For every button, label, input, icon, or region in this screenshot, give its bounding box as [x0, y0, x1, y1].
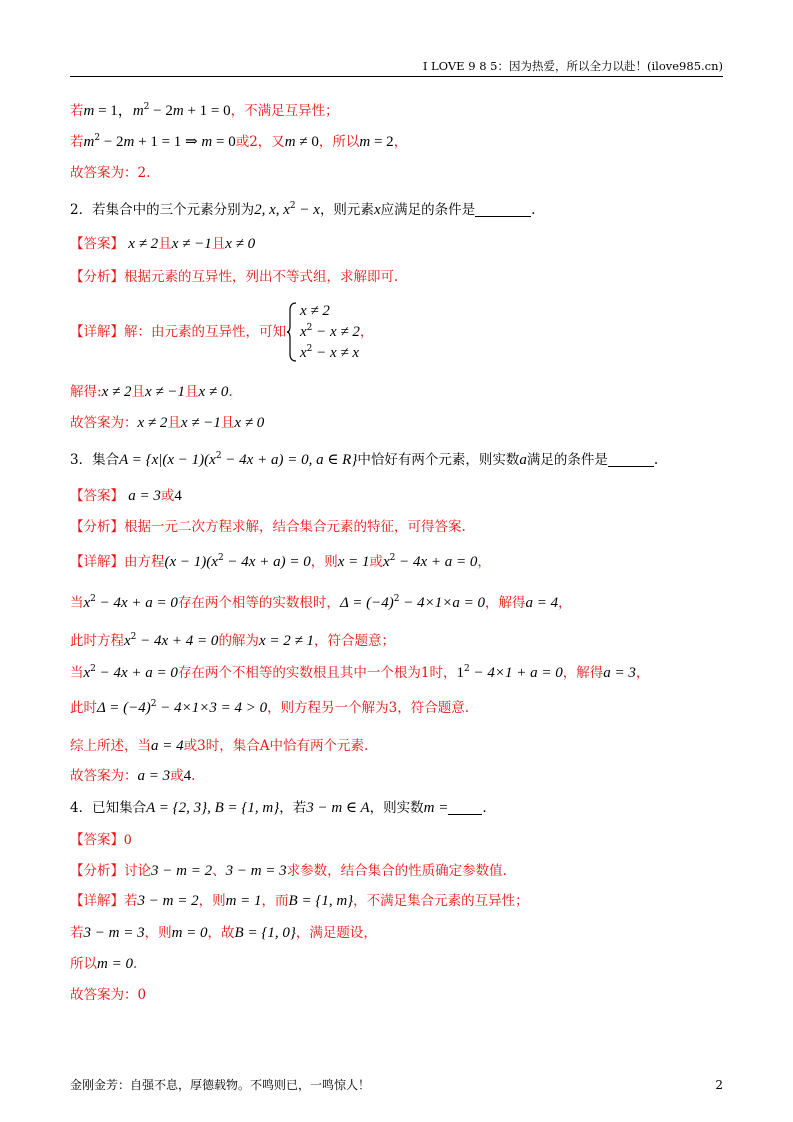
- q3-detail: 【详解】由方程$(x - 1)(x^2 - 4x + a) = 0$，则x = 1或$x^2 - 4x + a = 0$，: [70, 553, 491, 570]
- q4-analysis: 【分析】讨论3 − m = 2、3 − m = 3求参数，结合集合的性质确定参数值.: [70, 863, 507, 879]
- q4-line-2: 所以m = 0.: [70, 956, 138, 972]
- page-header: [70, 58, 723, 77]
- equation-system: [286, 302, 396, 362]
- q3-line-1: 当$x^2 - 4x + a = 0$存在两个相等的实数根时，$\Delta = (-4)^2 - 4\times 1\times a = 0$，解得a = 4，: [70, 594, 572, 611]
- footer-motto: 金刚金芳：自强不息，厚德载物。不鸣则已，一鸣惊人！: [70, 1078, 371, 1092]
- system-row-1: x ≠ 2: [300, 303, 330, 319]
- q3-line-2: 此时方程$x^2 - 4x + 4 = 0$的解为x = 2 ≠ 1，符合题意；: [70, 632, 395, 649]
- prev-line-2: 若$m^2 - 2m + 1 = 1$ ⇒ m = 0或2，又m ≠ 0，所以m = 2，: [70, 133, 408, 150]
- answer-blank: [448, 800, 482, 815]
- q4-line-1: 若3 − m = 3，则m = 0，故B = {1, 0}，满足题设，: [70, 925, 377, 941]
- system-row-2: $x^2 - x \ne 2$，: [300, 323, 374, 340]
- q4-answer: 【答案】0: [70, 832, 132, 848]
- q3-stem: 3．集合$A = \{x|(x - 1)(x^2 - 4x + a) = 0$, a ∈ R}中恰好有两个元素，则实数a满足的条件是 .: [70, 451, 659, 468]
- left-brace-icon: [286, 302, 298, 362]
- q3-final: 故答案为：a = 3或4.: [70, 768, 196, 784]
- q3-answer: 【答案】 a = 3或4: [70, 488, 182, 504]
- q2-analysis: 【分析】根据元素的互异性，列出不等式组，求解即可.: [70, 269, 399, 285]
- page-number: 2: [715, 1078, 723, 1092]
- q2-solution: 解得:x ≠ 2且x ≠ −1且x ≠ 0.: [70, 384, 233, 400]
- system-row-3: $x^2 - x \ne x$: [300, 344, 360, 361]
- answer-blank: [475, 202, 531, 217]
- q3-analysis: 【分析】根据一元二次方程求解，结合集合元素的特征，可得答案.: [70, 519, 466, 535]
- prev-line-1: 若m = 1，$m^2 - 2m + 1 = 0$，不满足互异性；: [70, 102, 339, 119]
- q3-line-4: 此时$\Delta = (-4)^2 - 4\times 1\times 3 = 4 > 0$，则方程另一个解为3，符合题意.: [70, 699, 470, 716]
- q3-line-5: 综上所述，当a = 4或3时，集合A中恰有两个元素.: [70, 738, 369, 754]
- q2-detail: 【详解】解：由元素的互异性，可知 x ≠ 2 $x^2 - x \ne 2$， $x^2 - x \ne x$: [70, 302, 733, 366]
- page-footer: [70, 1076, 723, 1094]
- q2-stem: 2．若集合中的三个元素分别为2, x, $x^2 - x$，则元素x应满足的条件是 .: [70, 201, 536, 218]
- q3-line-3: 当$x^2 - 4x + a = 0$存在两个不相等的实数根且其中一个根为1时，$1^2 - 4\times 1 + a = 0$，解得a = 3，: [70, 664, 650, 681]
- prev-line-3: 故答案为：2.: [70, 165, 151, 181]
- answer-blank: [608, 452, 654, 467]
- q2-final: 故答案为：x ≠ 2且x ≠ −1且x ≠ 0: [70, 415, 265, 431]
- q4-detail: 【详解】若3 − m = 2，则m = 1，而B = {1, m}，不满足集合元素的互异性；: [70, 893, 529, 909]
- q4-final: 故答案为：0: [70, 987, 147, 1003]
- q4-stem: 4．已知集合A = {2, 3}, B = {1, m}，若3 − m ∈ A，则实数m = .: [70, 800, 487, 816]
- header-text: I LOVE 9 8 5：因为热爱，所以全力以赴！(ilove985.cn): [422, 59, 723, 73]
- q2-answer: 【答案】 x ≠ 2且x ≠ −1且x ≠ 0: [70, 236, 256, 252]
